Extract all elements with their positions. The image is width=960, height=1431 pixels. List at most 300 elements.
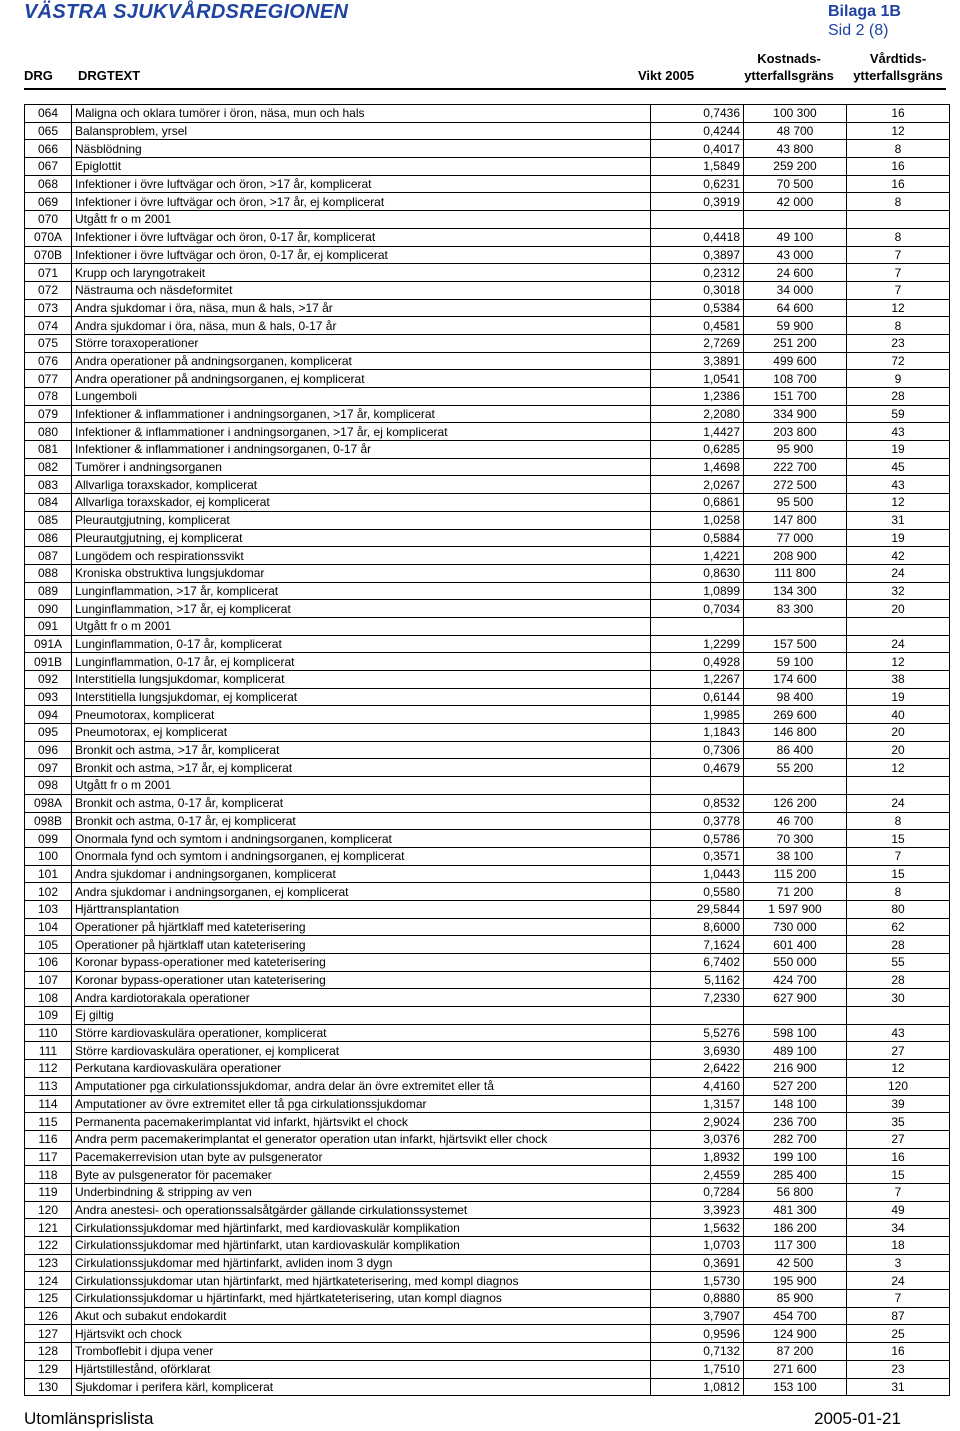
drg-text-cell: Lungödem och respirationssvikt [72, 547, 651, 565]
table-row [25, 1219, 950, 1237]
drg-code-cell: 094 [25, 706, 72, 724]
table-row [25, 617, 950, 635]
drg-code-cell: 111 [25, 1042, 72, 1060]
weight-cell: 1,4427 [651, 423, 744, 441]
cost-limit-cell: 95 500 [744, 494, 847, 512]
table-row [25, 1077, 950, 1095]
stay-limit-cell: 8 [847, 140, 950, 158]
table-row [25, 1237, 950, 1255]
stay-limit-cell: 12 [847, 1060, 950, 1078]
table-row [25, 228, 950, 246]
weight-cell: 1,0443 [651, 865, 744, 883]
table-row [25, 1095, 950, 1113]
cost-limit-cell: 56 800 [744, 1183, 847, 1201]
cost-limit-cell: 157 500 [744, 635, 847, 653]
drg-text-cell: Andra kardiotorakala operationer [72, 989, 651, 1007]
cost-limit-cell: 85 900 [744, 1290, 847, 1308]
drg-text-cell: Näsblödning [72, 140, 651, 158]
stay-limit-cell: 43 [847, 423, 950, 441]
stay-limit-cell: 38 [847, 671, 950, 689]
drg-code-cell: 107 [25, 971, 72, 989]
cost-limit-cell: 454 700 [744, 1307, 847, 1325]
cost-limit-cell [744, 211, 847, 229]
table-row [25, 564, 950, 582]
drg-text-cell: Infektioner i övre luftvägar och öron, >17 år, komplicerat [72, 175, 651, 193]
weight-cell: 0,3691 [651, 1254, 744, 1272]
drg-text-cell: Andra sjukdomar i andningsorganen, ej komplicerat [72, 883, 651, 901]
table-row [25, 1325, 950, 1343]
weight-cell: 0,6861 [651, 494, 744, 512]
table-row [25, 317, 950, 335]
table-row [25, 794, 950, 812]
cost-limit-cell: 43 800 [744, 140, 847, 158]
drg-text-cell: Infektioner i övre luftvägar och öron, >17 år, ej komplicerat [72, 193, 651, 211]
drg-text-cell: Ej giltig [72, 1007, 651, 1025]
weight-cell: 1,5632 [651, 1219, 744, 1237]
table-row [25, 830, 950, 848]
drg-code-cell: 098 [25, 777, 72, 795]
table-row [25, 883, 950, 901]
drg-code-cell: 100 [25, 847, 72, 865]
cost-limit-cell: 64 600 [744, 299, 847, 317]
drg-text-cell: Allvarliga toraxskador, ej komplicerat [72, 494, 651, 512]
cost-limit-cell: 38 100 [744, 847, 847, 865]
weight-cell: 1,0812 [651, 1378, 744, 1396]
drg-code-cell: 066 [25, 140, 72, 158]
drg-code-cell: 076 [25, 352, 72, 370]
drg-code-cell: 070A [25, 228, 72, 246]
drg-text-cell: Interstitiella lungsjukdomar, komplicerat [72, 671, 651, 689]
stay-limit-cell: 43 [847, 1024, 950, 1042]
weight-cell: 7,1624 [651, 936, 744, 954]
weight-cell: 1,7510 [651, 1360, 744, 1378]
drg-code-cell: 096 [25, 741, 72, 759]
cost-limit-cell: 124 900 [744, 1325, 847, 1343]
table-row [25, 1007, 950, 1025]
drg-code-cell: 069 [25, 193, 72, 211]
drg-text-cell: Lunginflammation, >17 år, ej komplicerat [72, 600, 651, 618]
weight-cell: 0,4244 [651, 122, 744, 140]
drg-code-cell: 123 [25, 1254, 72, 1272]
stay-limit-cell: 16 [847, 158, 950, 176]
drg-table-body [25, 105, 950, 1396]
weight-cell: 0,3571 [651, 847, 744, 865]
drg-text-cell: Balansproblem, yrsel [72, 122, 651, 140]
drg-text-cell: Andra operationer på andningsorganen, komplicerat [72, 352, 651, 370]
cost-limit-cell [744, 1007, 847, 1025]
drg-text-cell: Större toraxoperationer [72, 334, 651, 352]
drg-code-cell: 088 [25, 564, 72, 582]
col-header-kostnad-line2: ytterfallsgräns [744, 68, 834, 83]
stay-limit-cell: 7 [847, 1183, 950, 1201]
table-row [25, 122, 950, 140]
drg-text-cell: Lungemboli [72, 388, 651, 406]
weight-cell: 1,2267 [651, 671, 744, 689]
drg-text-cell: Cirkulationssjukdomar utan hjärtinfarkt, med hjärtkateterisering, med kompl diagnos [72, 1272, 651, 1290]
weight-cell: 1,2299 [651, 635, 744, 653]
col-header-vardtid-line1: Vårdtids- [869, 51, 927, 66]
cost-limit-cell: 77 000 [744, 529, 847, 547]
drg-text-cell: Lunginflammation, 0-17 år, komplicerat [72, 635, 651, 653]
drg-code-cell: 077 [25, 370, 72, 388]
table-row [25, 105, 950, 123]
cost-limit-cell: 527 200 [744, 1077, 847, 1095]
stay-limit-cell: 59 [847, 405, 950, 423]
stay-limit-cell: 9 [847, 370, 950, 388]
weight-cell: 1,0258 [651, 511, 744, 529]
drg-text-cell: Epiglottit [72, 158, 651, 176]
drg-code-cell: 110 [25, 1024, 72, 1042]
drg-code-cell: 073 [25, 299, 72, 317]
weight-cell: 0,4017 [651, 140, 744, 158]
cost-limit-cell: 174 600 [744, 671, 847, 689]
weight-cell: 3,7907 [651, 1307, 744, 1325]
weight-cell: 2,7269 [651, 334, 744, 352]
drg-code-cell: 121 [25, 1219, 72, 1237]
drg-code-cell: 068 [25, 175, 72, 193]
cost-limit-cell: 499 600 [744, 352, 847, 370]
drg-code-cell: 075 [25, 334, 72, 352]
stay-limit-cell: 12 [847, 494, 950, 512]
stay-limit-cell: 19 [847, 688, 950, 706]
table-row [25, 1378, 950, 1396]
footer-date: 2005-01-21 [814, 1409, 901, 1428]
drg-text-cell: Hjärtstillestånd, oförklarat [72, 1360, 651, 1378]
cost-limit-cell: 100 300 [744, 105, 847, 123]
drg-text-cell: Utgått fr o m 2001 [72, 211, 651, 229]
col-header-kostnad [734, 50, 844, 84]
weight-cell: 0,9596 [651, 1325, 744, 1343]
drg-code-cell: 129 [25, 1360, 72, 1378]
stay-limit-cell: 27 [847, 1042, 950, 1060]
stay-limit-cell: 19 [847, 529, 950, 547]
drg-code-cell: 097 [25, 759, 72, 777]
drg-text-cell: Koronar bypass-operationer utan kateterisering [72, 971, 651, 989]
cost-limit-cell: 1 597 900 [744, 900, 847, 918]
drg-text-cell: Cirkulationssjukdomar u hjärtinfarkt, med hjärtkateterisering, utan kompl diagnos [72, 1290, 651, 1308]
drg-code-cell: 071 [25, 264, 72, 282]
drg-code-cell: 119 [25, 1183, 72, 1201]
cost-limit-cell: 71 200 [744, 883, 847, 901]
table-row [25, 1166, 950, 1184]
cost-limit-cell: 236 700 [744, 1113, 847, 1131]
stay-limit-cell: 7 [847, 281, 950, 299]
weight-cell: 3,6930 [651, 1042, 744, 1060]
table-row [25, 405, 950, 423]
drg-code-cell: 120 [25, 1201, 72, 1219]
drg-text-cell: Bronkit och astma, >17 år, komplicerat [72, 741, 651, 759]
weight-cell: 1,3157 [651, 1095, 744, 1113]
cost-limit-cell: 111 800 [744, 564, 847, 582]
drg-code-cell: 095 [25, 724, 72, 742]
drg-text-cell: Operationer på hjärtklaff med kateterisering [72, 918, 651, 936]
cost-limit-cell: 334 900 [744, 405, 847, 423]
weight-cell: 1,0541 [651, 370, 744, 388]
cost-limit-cell: 59 100 [744, 653, 847, 671]
stay-limit-cell: 31 [847, 511, 950, 529]
weight-cell: 3,0376 [651, 1130, 744, 1148]
drg-text-cell: Hjärttransplantation [72, 900, 651, 918]
drg-text-cell: Pneumotorax, komplicerat [72, 706, 651, 724]
stay-limit-cell: 62 [847, 918, 950, 936]
header-divider [24, 88, 946, 90]
table-row [25, 1307, 950, 1325]
table-row [25, 423, 950, 441]
stay-limit-cell: 7 [847, 1290, 950, 1308]
drg-text-cell: Cirkulationssjukdomar med hjärtinfarkt, utan kardiovaskulär komplikation [72, 1237, 651, 1255]
table-row [25, 1060, 950, 1078]
col-header-vikt: Vikt 2005 [638, 68, 695, 83]
weight-cell: 0,6285 [651, 441, 744, 459]
footer-pricelist-label: Utomlänsprislista [24, 1409, 154, 1428]
cost-limit-cell: 424 700 [744, 971, 847, 989]
cost-limit-cell [744, 617, 847, 635]
weight-cell: 7,2330 [651, 989, 744, 1007]
cost-limit-cell: 86 400 [744, 741, 847, 759]
cost-limit-cell: 55 200 [744, 759, 847, 777]
cost-limit-cell: 282 700 [744, 1130, 847, 1148]
cost-limit-cell: 199 100 [744, 1148, 847, 1166]
table-row [25, 140, 950, 158]
table-row [25, 971, 950, 989]
cost-limit-cell: 49 100 [744, 228, 847, 246]
drg-code-cell: 114 [25, 1095, 72, 1113]
table-row [25, 211, 950, 229]
drg-text-cell: Infektioner i övre luftvägar och öron, 0-17 år, ej komplicerat [72, 246, 651, 264]
table-row [25, 1113, 950, 1131]
table-row [25, 954, 950, 972]
table-row [25, 299, 950, 317]
drg-code-cell: 105 [25, 936, 72, 954]
cost-limit-cell: 46 700 [744, 812, 847, 830]
weight-cell: 0,6231 [651, 175, 744, 193]
stay-limit-cell: 15 [847, 865, 950, 883]
table-row [25, 281, 950, 299]
weight-cell: 2,6422 [651, 1060, 744, 1078]
table-row [25, 547, 950, 565]
weight-cell: 0,7034 [651, 600, 744, 618]
stay-limit-cell: 32 [847, 582, 950, 600]
weight-cell: 6,7402 [651, 954, 744, 972]
stay-limit-cell: 18 [847, 1237, 950, 1255]
stay-limit-cell: 25 [847, 1325, 950, 1343]
cost-limit-cell: 98 400 [744, 688, 847, 706]
weight-cell: 0,4928 [651, 653, 744, 671]
table-row [25, 246, 950, 264]
drg-text-cell: Pacemakerrevision utan byte av pulsgenerator [72, 1148, 651, 1166]
cost-limit-cell: 601 400 [744, 936, 847, 954]
table-row [25, 193, 950, 211]
cost-limit-cell: 34 000 [744, 281, 847, 299]
table-row [25, 1343, 950, 1361]
cost-limit-cell: 203 800 [744, 423, 847, 441]
stay-limit-cell [847, 1007, 950, 1025]
cost-limit-cell: 285 400 [744, 1166, 847, 1184]
cost-limit-cell: 70 300 [744, 830, 847, 848]
drg-code-cell: 078 [25, 388, 72, 406]
drg-text-cell: Amputationer av övre extremitet eller tå pga cirkulationssjukdomar [72, 1095, 651, 1113]
drg-text-cell: Cirkulationssjukdomar med hjärtinfarkt, med kardiovaskulär komplikation [72, 1219, 651, 1237]
stay-limit-cell: 19 [847, 441, 950, 459]
cost-limit-cell: 59 900 [744, 317, 847, 335]
stay-limit-cell: 12 [847, 759, 950, 777]
cost-limit-cell: 259 200 [744, 158, 847, 176]
weight-cell: 0,5384 [651, 299, 744, 317]
drg-text-cell: Underbindning & stripping av ven [72, 1183, 651, 1201]
drg-code-cell: 125 [25, 1290, 72, 1308]
drg-code-cell: 098B [25, 812, 72, 830]
table-row [25, 388, 950, 406]
weight-cell: 5,5276 [651, 1024, 744, 1042]
attachment-label: Bilaga 1B [828, 3, 901, 20]
stay-limit-cell: 80 [847, 900, 950, 918]
weight-cell: 0,8630 [651, 564, 744, 582]
drg-text-cell: Amputationer pga cirkulationssjukdomar, andra delar än övre extremitet eller tå [72, 1077, 651, 1095]
table-row [25, 600, 950, 618]
weight-cell: 1,0899 [651, 582, 744, 600]
drg-code-cell: 070B [25, 246, 72, 264]
drg-code-cell: 122 [25, 1237, 72, 1255]
stay-limit-cell: 23 [847, 334, 950, 352]
drg-code-cell: 074 [25, 317, 72, 335]
stay-limit-cell: 12 [847, 122, 950, 140]
drg-text-cell: Byte av pulsgenerator för pacemaker [72, 1166, 651, 1184]
table-row [25, 476, 950, 494]
weight-cell: 0,4679 [651, 759, 744, 777]
table-row [25, 936, 950, 954]
drg-code-cell: 106 [25, 954, 72, 972]
stay-limit-cell: 87 [847, 1307, 950, 1325]
cost-limit-cell: 87 200 [744, 1343, 847, 1361]
drg-code-cell: 082 [25, 458, 72, 476]
drg-text-cell: Krupp och laryngotrakeit [72, 264, 651, 282]
stay-limit-cell: 12 [847, 299, 950, 317]
weight-cell: 1,4221 [651, 547, 744, 565]
cost-limit-cell: 83 300 [744, 600, 847, 618]
drg-code-cell: 087 [25, 547, 72, 565]
drg-code-cell: 090 [25, 600, 72, 618]
table-row [25, 334, 950, 352]
drg-table [24, 104, 950, 1396]
drg-text-cell: Permanenta pacemakerimplantat vid infarkt, hjärtsvikt el chock [72, 1113, 651, 1131]
table-row [25, 900, 950, 918]
drg-code-cell: 083 [25, 476, 72, 494]
drg-code-cell: 103 [25, 900, 72, 918]
table-row [25, 1148, 950, 1166]
stay-limit-cell: 15 [847, 1166, 950, 1184]
weight-cell: 0,3778 [651, 812, 744, 830]
drg-text-cell: Perkutana kardiovaskulära operationer [72, 1060, 651, 1078]
drg-code-cell: 118 [25, 1166, 72, 1184]
cost-limit-cell: 550 000 [744, 954, 847, 972]
page-number: Sid 2 (8) [828, 22, 889, 39]
drg-text-cell: Koronar bypass-operationer med kateterisering [72, 954, 651, 972]
table-row [25, 441, 950, 459]
table-row [25, 582, 950, 600]
table-row [25, 352, 950, 370]
drg-text-cell: Interstitiella lungsjukdomar, ej komplicerat [72, 688, 651, 706]
drg-code-cell: 098A [25, 794, 72, 812]
cost-limit-cell: 42 500 [744, 1254, 847, 1272]
table-row [25, 688, 950, 706]
stay-limit-cell: 3 [847, 1254, 950, 1272]
stay-limit-cell: 15 [847, 830, 950, 848]
drg-code-cell: 086 [25, 529, 72, 547]
drg-text-cell: Andra anestesi- och operationssalsåtgärder gällande cirkulationssystemet [72, 1201, 651, 1219]
cost-limit-cell: 151 700 [744, 388, 847, 406]
drg-text-cell: Nästrauma och näsdeformitet [72, 281, 651, 299]
cost-limit-cell: 70 500 [744, 175, 847, 193]
drg-code-cell: 101 [25, 865, 72, 883]
stay-limit-cell: 20 [847, 600, 950, 618]
cost-limit-cell: 222 700 [744, 458, 847, 476]
drg-text-cell: Andra operationer på andningsorganen, ej komplicerat [72, 370, 651, 388]
drg-text-cell: Cirkulationssjukdomar med hjärtinfarkt, avliden inom 3 dygn [72, 1254, 651, 1272]
weight-cell: 1,1843 [651, 724, 744, 742]
drg-code-cell: 130 [25, 1378, 72, 1396]
cost-limit-cell: 42 000 [744, 193, 847, 211]
table-row [25, 989, 950, 1007]
drg-code-cell: 104 [25, 918, 72, 936]
drg-text-cell: Akut och subakut endokardit [72, 1307, 651, 1325]
stay-limit-cell: 40 [847, 706, 950, 724]
stay-limit-cell: 27 [847, 1130, 950, 1148]
table-row [25, 777, 950, 795]
cost-limit-cell: 195 900 [744, 1272, 847, 1290]
drg-text-cell: Allvarliga toraxskador, komplicerat [72, 476, 651, 494]
weight-cell: 0,3919 [651, 193, 744, 211]
weight-cell: 1,4698 [651, 458, 744, 476]
stay-limit-cell: 34 [847, 1219, 950, 1237]
stay-limit-cell: 24 [847, 635, 950, 653]
table-row [25, 529, 950, 547]
stay-limit-cell: 20 [847, 741, 950, 759]
table-row [25, 1183, 950, 1201]
drg-code-cell: 091 [25, 617, 72, 635]
drg-code-cell: 113 [25, 1077, 72, 1095]
weight-cell: 0,5580 [651, 883, 744, 901]
drg-text-cell: Tumörer i andningsorganen [72, 458, 651, 476]
drg-code-cell: 080 [25, 423, 72, 441]
table-row [25, 918, 950, 936]
stay-limit-cell: 8 [847, 228, 950, 246]
cost-limit-cell: 117 300 [744, 1237, 847, 1255]
weight-cell: 0,6144 [651, 688, 744, 706]
stay-limit-cell: 8 [847, 193, 950, 211]
table-row [25, 741, 950, 759]
drg-code-cell: 126 [25, 1307, 72, 1325]
table-row [25, 1360, 950, 1378]
drg-code-cell: 112 [25, 1060, 72, 1078]
drg-code-cell: 115 [25, 1113, 72, 1131]
cost-limit-cell: 24 600 [744, 264, 847, 282]
stay-limit-cell: 24 [847, 564, 950, 582]
drg-code-cell: 116 [25, 1130, 72, 1148]
cost-limit-cell: 598 100 [744, 1024, 847, 1042]
drg-code-cell: 102 [25, 883, 72, 901]
table-row [25, 1272, 950, 1290]
drg-text-cell: Bronkit och astma, 0-17 år, komplicerat [72, 794, 651, 812]
drg-code-cell: 127 [25, 1325, 72, 1343]
table-row [25, 458, 950, 476]
stay-limit-cell: 23 [847, 1360, 950, 1378]
weight-cell [651, 777, 744, 795]
cost-limit-cell: 108 700 [744, 370, 847, 388]
weight-cell: 1,8932 [651, 1148, 744, 1166]
stay-limit-cell: 30 [847, 989, 950, 1007]
drg-text-cell: Kroniska obstruktiva lungsjukdomar [72, 564, 651, 582]
drg-text-cell: Operationer på hjärtklaff utan kateterisering [72, 936, 651, 954]
